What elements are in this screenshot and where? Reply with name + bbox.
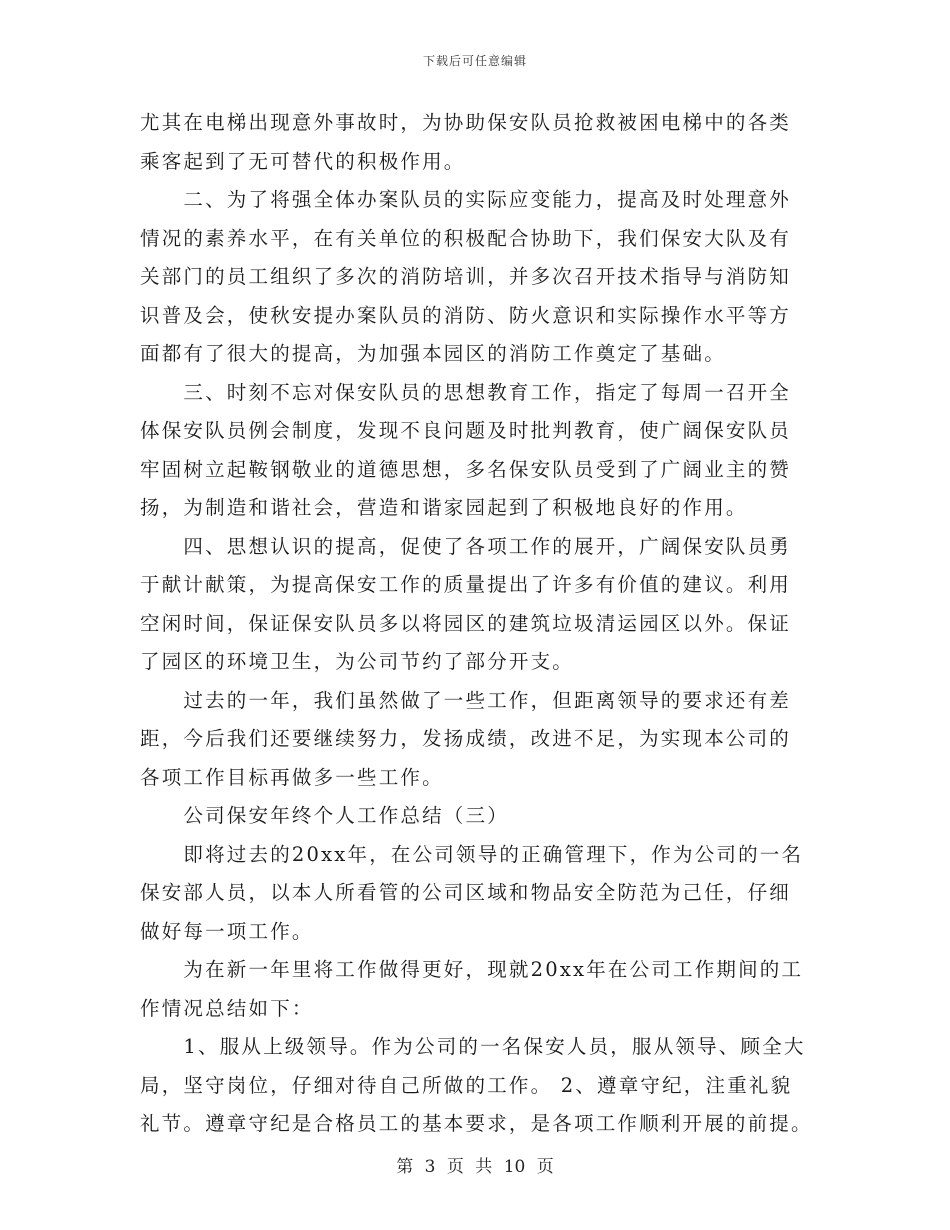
page-number-footer: 第 3 页 共 10 页 [396,1157,554,1177]
body-line: 为在新一年里将工作做得更好，现就20xx年在公司工作期间的工 [140,958,804,981]
body-line: 二、为了将强全体办案队员的实际应变能力，提高及时处理意外 [140,188,792,211]
body-line: 面都有了很大的提高，为加强本园区的消防工作奠定了基础。 [140,342,726,365]
body-line: 保安部人员，以本人所看管的公司区域和物品安全防范为己任，仔细 [140,881,792,904]
document-body [140,104,813,1144]
body-line: 牢固树立起鞍钢敬业的道德思想，多名保安队员受到了广阔业主的赞 [140,457,792,481]
body-line: 距，今后我们还要继续努力，发扬成绩，改进不足，为实现本公司的 [140,727,792,750]
body-line: 扬，为制造和谐社会，营造和谐家园起到了积极地良好的作用。 [140,496,748,519]
body-line: 空闲时间，保证保安队员多以将园区的建筑垃圾清运园区以外。保证 [140,611,792,635]
body-line: 识普及会，使秋安提办案队员的消防、防火意识和实际操作水平等方 [140,303,792,327]
body-line: 于献计献策，为提高保安工作的质量提出了许多有价值的建议。利用 [140,573,792,596]
body-line: 了园区的环境卫生，为公司节约了部分开支。 [140,650,575,673]
body-line: 三、时刻不忘对保安队员的思想教育工作，指定了每周一召开全 [140,380,792,404]
body-line: 做好每一项工作。 [140,919,314,943]
section-title: 公司保安年终个人工作总结（三） [140,804,509,827]
body-line: 礼节。遵章守纪是合格员工的基本要求，是各项工作顺利开展的前提。 [140,1112,813,1135]
body-line: 各项工作目标再做多一些工作。 [140,765,444,789]
body-line: 关部门的员工组织了多次的消防培训，并多次召开技术指导与消防知 [140,265,792,288]
body-line: 体保安队员例会制度，发现不良问题及时批判教育，使广阔保安队员 [140,419,792,442]
body-line: 作情况总结如下： [140,996,314,1020]
body-line: 四、思想认识的提高，促使了各项工作的展开，广阔保安队员勇 [140,534,792,558]
body-line: 尤其在电梯出现意外事故时，为协助保安队员抢救被困电梯中的各类 [140,111,792,134]
body-line: 局，坚守岗位，仔细对待自己所做的工作。 2、遵章守纪，注重礼貌 [140,1073,793,1097]
body-line: 1、服从上级领导。作为公司的一名保安人员，服从领导、顾全大 [140,1035,806,1058]
body-line: 即将过去的20xx年，在公司领导的正确管理下，作为公司的一名 [140,842,804,866]
body-line: 情况的素养水平，在有关单位的积极配合协助下，我们保安大队及有 [140,226,792,250]
page-header: 下载后可任意编辑 [422,54,527,68]
body-line: 乘客起到了无可替代的积极作用。 [140,149,466,173]
body-line: 过去的一年，我们虽然做了一些工作，但距离领导的要求还有差 [140,688,792,712]
